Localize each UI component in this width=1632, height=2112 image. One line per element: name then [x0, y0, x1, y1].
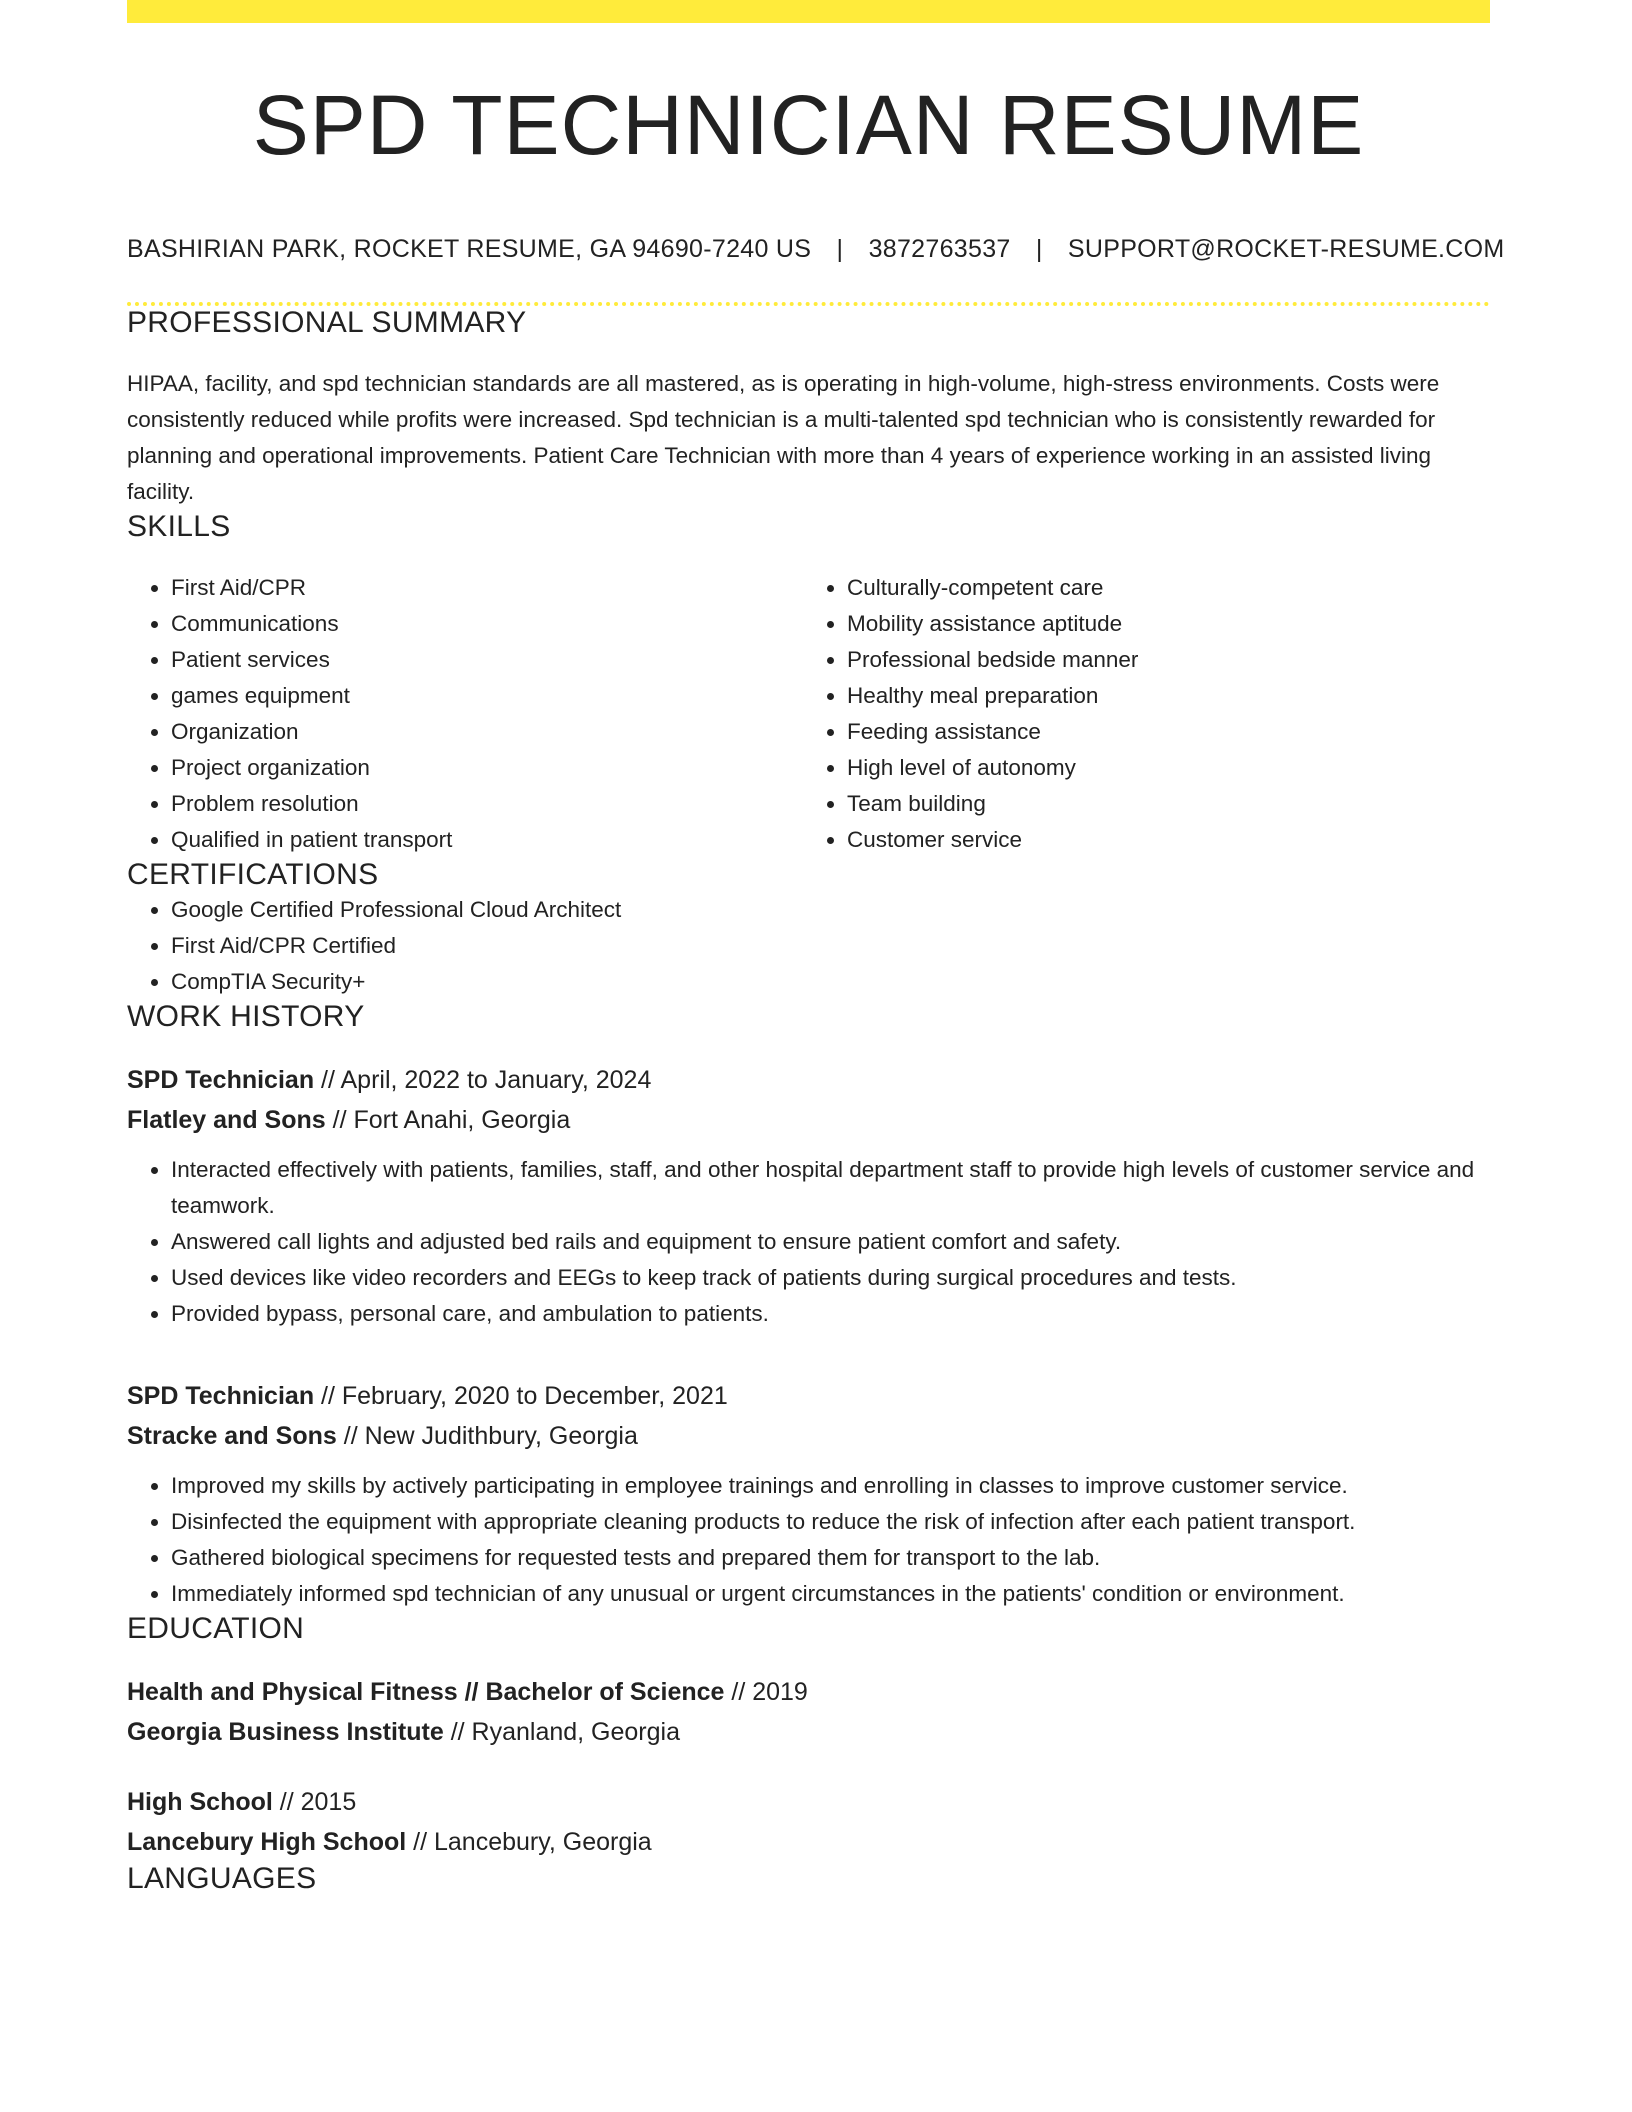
- education-degree: High School: [127, 1788, 273, 1816]
- skill-item: • Patient services: [171, 642, 803, 678]
- job-dates: // April, 2022 to January, 2024: [314, 1066, 652, 1094]
- job-duty: • Interacted effectively with patients, families, staff, and other hospital department staff to provide high levels of customer service and teamwork.: [171, 1152, 1490, 1224]
- skill-item: • Project organization: [171, 750, 803, 786]
- contact-phone: 3872763537: [868, 235, 1011, 263]
- certification-item: • Google Certified Professional Cloud Architect: [171, 892, 1490, 928]
- education-degree-line: [127, 1672, 1490, 1712]
- skill-item: • Healthy meal preparation: [847, 678, 1479, 714]
- contact-email: SUPPORT@ROCKET-RESUME.COM: [1067, 235, 1505, 263]
- skill-item: • Customer service: [847, 822, 1479, 858]
- skill-item: • games equipment: [171, 678, 803, 714]
- education-school-line: [127, 1712, 1490, 1752]
- summary-text: HIPAA, facility, and spd technician standards are all mastered, as is operating in high-volume, high-stress environments. Costs were consistently reduced while profits were increased. Spd technician is a multi-talented spd technician who is consistently rewarded for planning and operational improvements. Patient Care Technician with more than 4 years of experience working in an assisted living facility.: [127, 371, 1440, 504]
- accent-bar: [127, 0, 1490, 23]
- job-duty: • Used devices like video recorders and EEGs to keep track of patients during surgical procedures and tests.: [171, 1260, 1490, 1296]
- education-entry: [127, 1672, 1490, 1752]
- job-duty: • Answered call lights and adjusted bed rails and equipment to ensure patient comfort and safety.: [171, 1224, 1490, 1260]
- languages-heading: LANGUAGES: [127, 1862, 317, 1895]
- job-title-line: [127, 1060, 1490, 1100]
- contact-separator: |: [836, 235, 844, 263]
- certifications-heading: CERTIFICATIONS: [127, 858, 379, 891]
- education-degree: Health and Physical Fitness // Bachelor of Science: [127, 1678, 725, 1706]
- job-duties: [127, 1468, 1490, 1612]
- education-year: // 2015: [272, 1788, 357, 1816]
- education-school: Lancebury High School: [127, 1828, 407, 1856]
- job-dates: // February, 2020 to December, 2021: [314, 1382, 728, 1410]
- certification-item: • CompTIA Security+: [171, 964, 1490, 1000]
- summary-heading: PROFESSIONAL SUMMARY: [127, 306, 527, 339]
- skills-column-right: [803, 570, 1479, 858]
- job-duty: • Disinfected the equipment with appropriate cleaning products to reduce the risk of infection after each patient transport.: [171, 1504, 1490, 1540]
- skill-item: • First Aid/CPR: [171, 570, 803, 606]
- skill-item: • Mobility assistance aptitude: [847, 606, 1479, 642]
- education-location: // Lancebury, Georgia: [406, 1828, 652, 1856]
- skill-item: • High level of autonomy: [847, 750, 1479, 786]
- contact-address: BASHIRIAN PARK, ROCKET RESUME, GA 94690-7240 US: [127, 235, 812, 263]
- education-location: // Ryanland, Georgia: [443, 1718, 680, 1746]
- job-entry: [127, 1376, 1490, 1612]
- job-duties: [127, 1152, 1490, 1332]
- skills-grid: [127, 570, 1490, 858]
- education-school-line: [127, 1822, 1490, 1862]
- certifications-list: [127, 892, 1490, 1000]
- education-school: Georgia Business Institute: [127, 1718, 444, 1746]
- contact-separator: |: [1035, 235, 1043, 263]
- work-history-heading: WORK HISTORY: [127, 1000, 365, 1033]
- job-duty: • Improved my skills by actively participating in employee trainings and enrolling in classes to improve customer service.: [171, 1468, 1490, 1504]
- job-entry: [127, 1060, 1490, 1332]
- resume-page: [127, 0, 1505, 1896]
- skill-item: • Team building: [847, 786, 1479, 822]
- skills-list-right: [803, 570, 1479, 858]
- job-company: Stracke and Sons: [127, 1422, 337, 1450]
- job-title: SPD Technician: [127, 1066, 315, 1094]
- contact-line: [127, 235, 1505, 264]
- skill-item: • Qualified in patient transport: [171, 822, 803, 858]
- skill-item: • Professional bedside manner: [847, 642, 1479, 678]
- education-degree-line: [127, 1782, 1490, 1822]
- job-duty: • Immediately informed spd technician of any unusual or urgent circumstances in the patients' condition or environment.: [171, 1576, 1490, 1612]
- education-year: // 2019: [724, 1678, 808, 1706]
- skill-item: • Organization: [171, 714, 803, 750]
- education-entry: [127, 1782, 1490, 1862]
- skills-heading: SKILLS: [127, 510, 231, 543]
- job-duty: • Provided bypass, personal care, and ambulation to patients.: [171, 1296, 1490, 1332]
- job-company: Flatley and Sons: [127, 1106, 326, 1134]
- skill-item: • Communications: [171, 606, 803, 642]
- resume-title: SPD TECHNICIAN RESUME: [252, 78, 1365, 172]
- education-heading: EDUCATION: [127, 1612, 305, 1645]
- certification-item: • First Aid/CPR Certified: [171, 928, 1490, 964]
- skill-item: • Feeding assistance: [847, 714, 1479, 750]
- job-location: // New Judithbury, Georgia: [336, 1422, 638, 1450]
- job-company-line: [127, 1416, 1490, 1456]
- job-company-line: [127, 1100, 1490, 1140]
- skill-item: • Culturally-competent care: [847, 570, 1479, 606]
- job-title-line: [127, 1376, 1490, 1416]
- job-location: // Fort Anahi, Georgia: [325, 1106, 571, 1134]
- job-duty: • Gathered biological specimens for requested tests and prepared them for transport to the lab.: [171, 1540, 1490, 1576]
- skills-list-left: [127, 570, 803, 858]
- skills-column-left: [127, 570, 803, 858]
- job-title: SPD Technician: [127, 1382, 315, 1410]
- skill-item: • Problem resolution: [171, 786, 803, 822]
